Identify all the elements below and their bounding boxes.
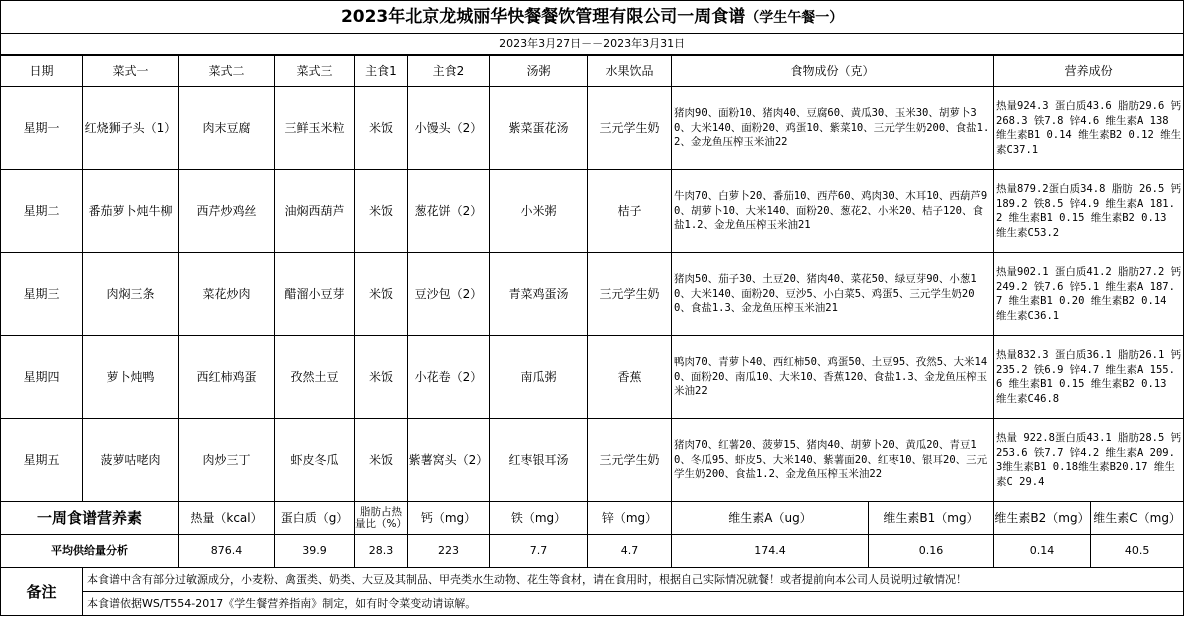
header-dish3: 菜式三 <box>275 55 355 87</box>
dish3-cell: 孜然土豆 <box>275 336 355 419</box>
soup-cell: 红枣银耳汤 <box>490 419 588 502</box>
header-dish2: 菜式二 <box>179 55 275 87</box>
nutrition-cell: 热量832.3 蛋白质36.1 脂肪26.1 钙 235.2 铁6.9 锌4.7 维生素A 155.6 维生素B1 0.15 维生素B2 0.13 维生素C46.8 <box>994 336 1184 419</box>
average-energy: 876.4 <box>179 535 275 568</box>
notes-label: 备注 <box>1 568 83 616</box>
dish3-cell: 油焖西葫芦 <box>275 170 355 253</box>
dish1-cell: 肉焖三条 <box>83 253 179 336</box>
soup-cell: 南瓜粥 <box>490 336 588 419</box>
summary-header-fat-ratio: 脂肪占热量比（%） <box>355 502 408 535</box>
ingredients-cell: 猪肉50、茄子30、土豆20、猪肉40、菜花50、绿豆芽90、小葱10、大米140、面粉20、豆沙5、小白菜5、鸡蛋5、三元学生奶200、食盐1.3、金龙鱼压榨玉米油21 <box>672 253 994 336</box>
dish2-cell: 肉炒三丁 <box>179 419 275 502</box>
average-calcium: 223 <box>408 535 490 568</box>
staple2-cell: 小馒头（2） <box>408 87 490 170</box>
staple2-cell: 小花卷（2） <box>408 336 490 419</box>
average-vitamin-a: 174.4 <box>672 535 869 568</box>
day-row-wed <box>1 253 1184 336</box>
header-ingredients: 食物成份（克） <box>672 55 994 87</box>
header-row <box>1 55 1184 87</box>
dish3-cell: 三鲜玉米粒 <box>275 87 355 170</box>
ingredients-cell: 猪肉90、面粉10、猪肉40、豆腐60、黄瓜30、玉米30、胡萝卜30、大米140、面粉20、鸡蛋10、紫菜10、三元学生奶200、食盐1.2、金龙鱼压榨玉米油22 <box>672 87 994 170</box>
dish1-cell: 红烧狮子头（1） <box>83 87 179 170</box>
staple1-cell: 米饭 <box>355 419 408 502</box>
note-standard: 本食谱依据WS/T554-2017《学生餐营养指南》制定，如有时令菜变动请谅解。 <box>83 592 1184 616</box>
dish2-cell: 西红柿鸡蛋 <box>179 336 275 419</box>
average-row <box>1 535 1184 568</box>
page-title <box>1 1 1184 34</box>
summary-header-vitamin-c: 维生素C（mg） <box>1091 502 1184 535</box>
summary-header-vitamin-a: 维生素A（ug） <box>672 502 869 535</box>
header-staple2: 主食2 <box>408 55 490 87</box>
dish3-cell: 醋溜小豆芽 <box>275 253 355 336</box>
weekly-summary-label: 一周食谱营养素 <box>1 502 179 535</box>
header-day: 日期 <box>1 55 83 87</box>
dish1-cell: 番茄萝卜炖牛柳 <box>83 170 179 253</box>
summary-header-calcium: 钙（mg） <box>408 502 490 535</box>
staple1-cell: 米饭 <box>355 253 408 336</box>
header-soup: 汤粥 <box>490 55 588 87</box>
day-row-tue <box>1 170 1184 253</box>
day-row-fri <box>1 419 1184 502</box>
staple1-cell: 米饭 <box>355 87 408 170</box>
day-label: 星期一 <box>1 87 83 170</box>
nutrition-cell: 热量902.1 蛋白质41.2 脂肪27.2 钙 249.2 铁7.6 锌5.1 维生素A 187.7 维生素B1 0.20 维生素B2 0.14 维生素C36.1 <box>994 253 1184 336</box>
ingredients-cell: 鸭肉70、青萝卜40、西红柿50、鸡蛋50、土豆95、孜然5、大米140、面粉20、南瓜10、大米10、香蕉120、食盐1.3、金龙鱼压榨玉米油22 <box>672 336 994 419</box>
dish3-cell: 虾皮冬瓜 <box>275 419 355 502</box>
summary-header-protein: 蛋白质（g） <box>275 502 355 535</box>
notes-row-2 <box>1 592 1184 616</box>
dish1-cell: 萝卜炖鸭 <box>83 336 179 419</box>
average-label: 平均供给量分析 <box>1 535 179 568</box>
staple2-cell: 豆沙包（2） <box>408 253 490 336</box>
date-range: 2023年3月27日－－2023年3月31日 <box>1 34 1184 56</box>
ingredients-cell: 牛肉70、白萝卜20、番茄10、西芹60、鸡肉30、木耳10、西葫芦90、胡萝卜10、大米140、面粉20、葱花2、小米20、桔子120、食盐1.2、金龙鱼压榨玉米油21 <box>672 170 994 253</box>
notes-row-1 <box>1 568 1184 592</box>
fruit-cell: 三元学生奶 <box>588 419 672 502</box>
summary-header-energy: 热量（kcal） <box>179 502 275 535</box>
average-protein: 39.9 <box>275 535 355 568</box>
average-iron: 7.7 <box>490 535 588 568</box>
day-label: 星期三 <box>1 253 83 336</box>
summary-header-vitamin-b2: 维生素B2（mg） <box>994 502 1091 535</box>
dish2-cell: 菜花炒肉 <box>179 253 275 336</box>
title-main: 2023年北京龙城丽华快餐餐饮管理有限公司一周食谱 <box>340 6 746 27</box>
day-label: 星期二 <box>1 170 83 253</box>
header-staple1: 主食1 <box>355 55 408 87</box>
staple1-cell: 米饭 <box>355 170 408 253</box>
fruit-cell: 三元学生奶 <box>588 87 672 170</box>
header-fruit: 水果饮品 <box>588 55 672 87</box>
ingredients-cell: 猪肉70、红薯20、菠萝15、猪肉40、胡萝卜20、黄瓜20、青豆10、冬瓜95、虾皮5、大米140、紫薯面20、红枣10、银耳20、三元学生奶200、食盐1.2、金龙鱼压榨玉米油22 <box>672 419 994 502</box>
nutrition-cell: 热量 922.8蛋白质43.1 脂肪28.5 钙253.6 铁7.7 锌4.2 维生素A 209.3维生素B1 0.18维生素B20.17 维生素C 29.4 <box>994 419 1184 502</box>
soup-cell: 青菜鸡蛋汤 <box>490 253 588 336</box>
note-allergen: 本食谱中含有部分过敏源成分，小麦粉、禽蛋类、奶类、大豆及其制品、甲壳类水生动物、花生等食材，请在食用时，根据自己实际情况就餐！或者提前向本公司人员说明过敏情况！ <box>83 568 1184 592</box>
title-suffix: （学生午餐一） <box>745 9 844 26</box>
summary-header-iron: 铁（mg） <box>490 502 588 535</box>
dish1-cell: 菠萝咕咾肉 <box>83 419 179 502</box>
fruit-cell: 香蕉 <box>588 336 672 419</box>
header-dish1: 菜式一 <box>83 55 179 87</box>
summary-header-vitamin-b1: 维生素B1（mg） <box>869 502 994 535</box>
soup-cell: 紫菜蛋花汤 <box>490 87 588 170</box>
staple2-cell: 葱花饼（2） <box>408 170 490 253</box>
average-zinc: 4.7 <box>588 535 672 568</box>
dish2-cell: 肉末豆腐 <box>179 87 275 170</box>
average-vitamin-b2: 0.14 <box>994 535 1091 568</box>
summary-header-zinc: 锌（mg） <box>588 502 672 535</box>
day-label: 星期五 <box>1 419 83 502</box>
day-row-mon <box>1 87 1184 170</box>
nutrition-cell: 热量924.3 蛋白质43.6 脂肪29.6 钙 268.3 铁7.8 锌4.6 维生素A 138 维生素B1 0.14 维生素B2 0.12 维生素C37.1 <box>994 87 1184 170</box>
fruit-cell: 桔子 <box>588 170 672 253</box>
nutrition-cell: 热量879.2蛋白质34.8 脂肪 26.5 钙 189.2 铁8.5 锌4.9 维生素A 181.2 维生素B1 0.15 维生素B2 0.13 维生素C53.2 <box>994 170 1184 253</box>
soup-cell: 小米粥 <box>490 170 588 253</box>
staple1-cell: 米饭 <box>355 336 408 419</box>
fruit-cell: 三元学生奶 <box>588 253 672 336</box>
average-fat-ratio: 28.3 <box>355 535 408 568</box>
average-vitamin-b1: 0.16 <box>869 535 994 568</box>
dish2-cell: 西芹炒鸡丝 <box>179 170 275 253</box>
weekly-summary-row <box>1 502 1184 535</box>
day-row-thu <box>1 336 1184 419</box>
day-label: 星期四 <box>1 336 83 419</box>
average-vitamin-c: 40.5 <box>1091 535 1184 568</box>
header-nutrition: 营养成份 <box>994 55 1184 87</box>
staple2-cell: 紫薯窝头（2） <box>408 419 490 502</box>
